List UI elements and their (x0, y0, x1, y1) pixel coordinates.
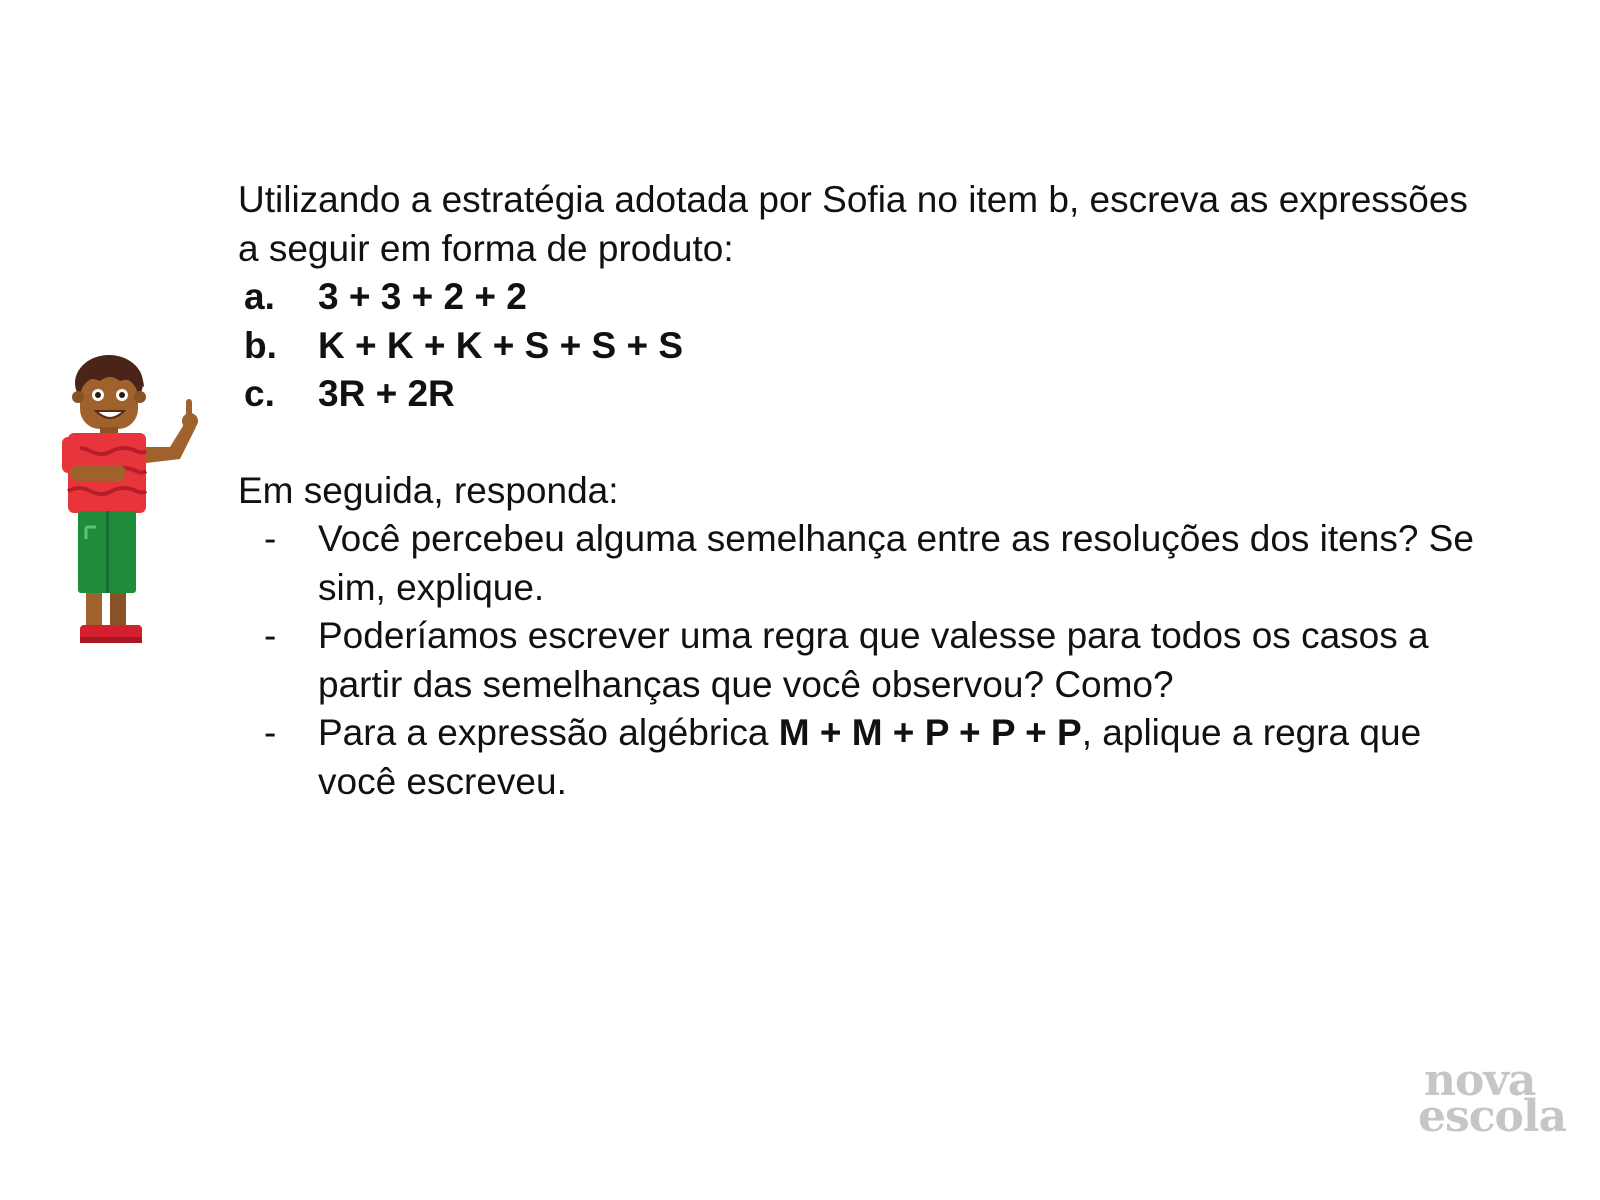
question-3-text-after: , aplique a regra que você escreveu. (318, 712, 1422, 802)
bullet-dash: - (264, 615, 277, 656)
followup-heading: Em seguida, responda: (238, 469, 619, 511)
item-marker: b. (244, 324, 277, 366)
expression-list (238, 273, 1488, 419)
question-2: Poderíamos escrever uma regra que valesse para todos os casos a partir das semelhanças que você observou? Como? (318, 615, 1429, 705)
boy-character-illustration (60, 355, 210, 665)
logo-line-1: nova (1424, 1055, 1536, 1106)
question-3 (318, 709, 1488, 806)
logo-line-2: escola (1418, 1091, 1567, 1142)
list-item (238, 612, 1488, 709)
list-item (238, 322, 1488, 371)
question-3-expression: M + M + P + P + P (778, 712, 1082, 753)
expression-c: 3R + 2R (318, 373, 455, 414)
bullet-dash: - (264, 518, 277, 559)
list-item (238, 709, 1488, 806)
item-marker: c. (244, 373, 275, 414)
nova-escola-logo (1418, 1055, 1578, 1142)
exercise-content (238, 176, 1488, 806)
bullet-dash: - (264, 712, 277, 753)
list-item (238, 273, 1488, 322)
instruction-text: Utilizando a estratégia adotada por Sofia no item b, escreva as expressões a seguir em forma de produto: (238, 179, 1468, 269)
question-list (238, 515, 1488, 806)
list-item (238, 370, 1488, 419)
question-3-text-before: Para a expressão algébrica (318, 712, 779, 753)
expression-a: 3 + 3 + 2 + 2 (318, 276, 527, 317)
spacer (238, 419, 1488, 467)
expression-b: K + K + K + S + S + S (318, 324, 684, 366)
item-marker: a. (244, 276, 275, 317)
list-item (238, 515, 1488, 612)
question-1: Você percebeu alguma semelhança entre as resoluções dos itens? Se sim, explique. (318, 518, 1474, 608)
